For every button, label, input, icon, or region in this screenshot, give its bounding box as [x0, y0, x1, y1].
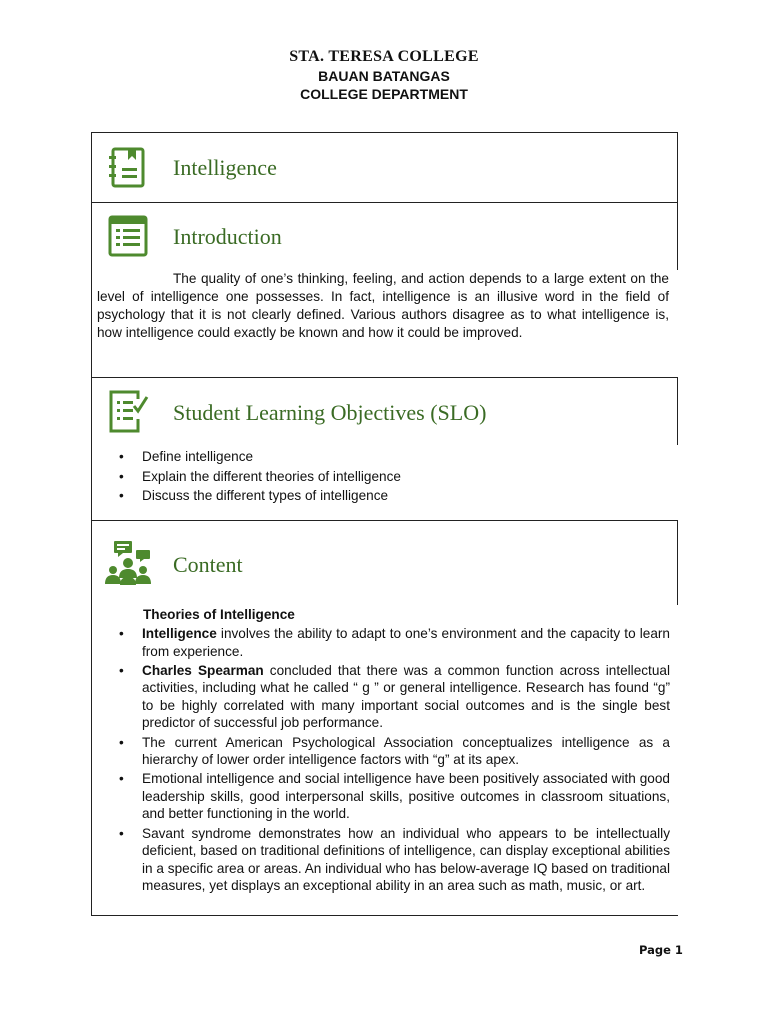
frame-right-border-1 — [677, 132, 678, 202]
content-subheading: Theories of Intelligence — [143, 607, 295, 622]
list-item: • Discuss the different types of intelligence — [119, 486, 401, 506]
list-item — [119, 662, 670, 732]
section-title-intelligence: Intelligence — [173, 155, 277, 180]
slo-list — [119, 447, 401, 506]
group-discussion-icon — [104, 540, 152, 591]
section-title-content: Content — [173, 552, 243, 577]
college-location: BAUAN BATANGAS — [318, 68, 450, 84]
frame-left-border — [91, 132, 92, 916]
list-item: • Define intelligence — [119, 447, 401, 467]
list-item-text: concluded that there was a common function across intellectual activities, including what he called “ g ” or general intelligence. Research has found “g” to be highly correlated with many important social outcomes and is the single best predictor of successful job performance. — [142, 662, 670, 731]
list-item-lead: Intelligence — [142, 626, 217, 641]
document-list-icon — [107, 214, 149, 263]
list-item-lead: Charles Spearman — [142, 662, 264, 678]
section-title-introduction: Introduction — [173, 224, 282, 249]
college-department: COLLEGE DEPARTMENT — [300, 86, 468, 102]
section-title-slo: Student Learning Objectives (SLO) — [173, 400, 487, 425]
frame-right-border-2 — [677, 202, 678, 270]
list-item-text: Emotional intelligence and social intelligence have been positively associated with good leadership skills, good interpersonal skills, positive outcomes in classroom situations, and better functioning in the world. — [142, 771, 670, 822]
list-item-text: Savant syndrome demonstrates how an individual who appears to be intellectually deficient, based on traditional definitions of intelligence, can display exceptional abilities in a specific area or areas. An individual who has below-average IQ based on traditional measures, yet displays an exceptional ability in an area such as math, music, or art. — [142, 825, 670, 894]
divider-intelligence — [91, 202, 678, 203]
frame-bottom-border — [91, 915, 678, 916]
frame-right-border-4 — [677, 520, 678, 605]
list-item: • Explain the different theories of intelligence — [119, 467, 401, 487]
college-name: STA. TERESA COLLEGE — [289, 48, 479, 65]
list-item-text: involves the ability to adapt to one’s environment and the capacity to learn from experience. — [142, 626, 670, 659]
list-item — [119, 625, 670, 660]
divider-introduction — [91, 377, 678, 378]
content-list — [119, 625, 670, 896]
list-item — [119, 770, 670, 823]
list-item-text: The current American Psychological Association conceptualizes intelligence as a hierarchy of lower order intelligence factors with “g” at its apex. — [142, 734, 670, 768]
frame-right-border-3 — [677, 377, 678, 445]
document-header — [0, 47, 768, 103]
page-number: Page 1 — [639, 943, 683, 957]
divider-slo — [91, 520, 678, 521]
checklist-icon — [108, 389, 150, 440]
introduction-paragraph: The quality of one’s thinking, feeling, and action depends to a large extent on the level of intelligence one possesses. In fact, intelligence is an illusive word in the field of psychology that it is not clearly defined. Various authors disagree as to what intelligence is, how intelligence could exactly be known and how it could be improved. — [97, 271, 669, 340]
list-item — [119, 734, 670, 769]
book-icon — [106, 146, 148, 193]
frame-top-border — [91, 132, 678, 133]
list-item — [119, 825, 670, 895]
